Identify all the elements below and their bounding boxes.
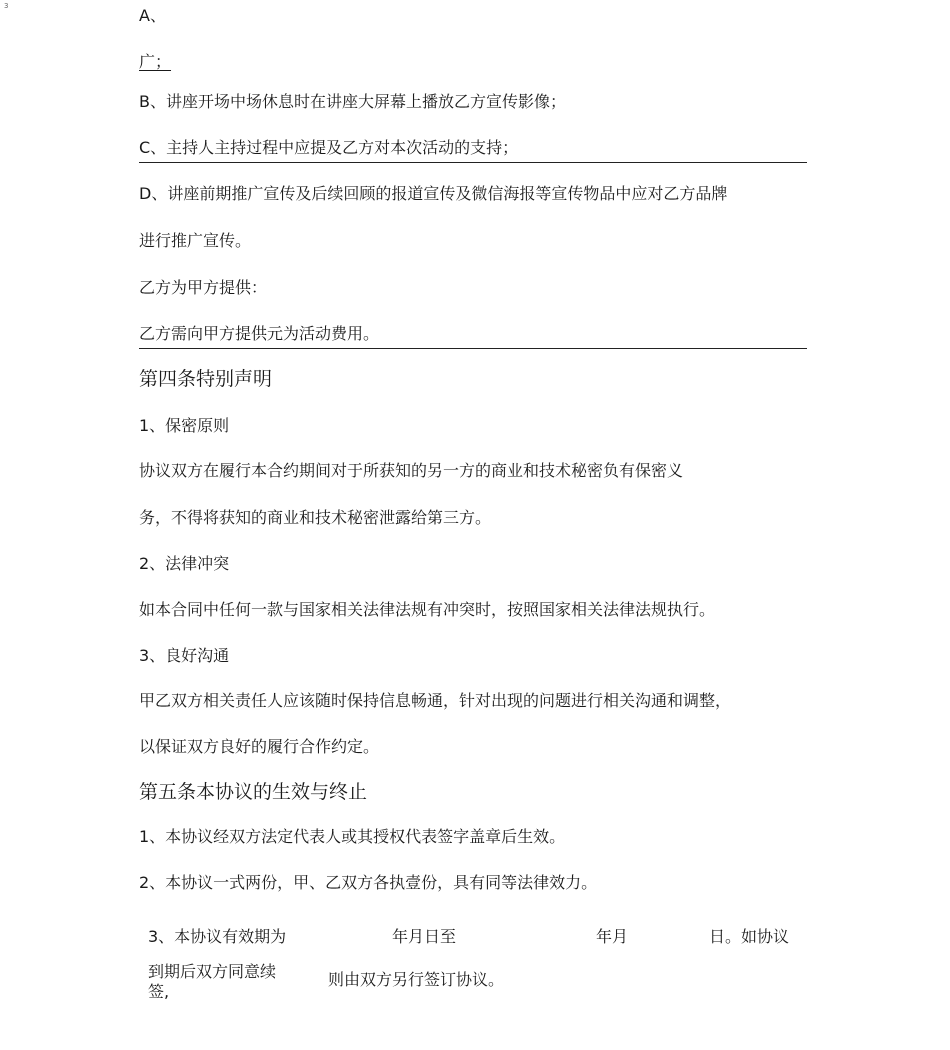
item-a-continuation: 广； <box>139 52 172 71</box>
clause-3-part-b: 年月日至 <box>392 927 457 946</box>
item-a: A、 <box>139 6 166 25</box>
underline-rule <box>139 162 807 163</box>
clause-3-part-d: 日。如协议 <box>709 927 790 946</box>
section-1-para-line1: 协议双方在履行本合约期间对于所获知的另一方的商业和技术秘密负有保密义 <box>139 461 684 480</box>
clause-3-part-e-line1: 到期后双方同意续 <box>148 962 277 981</box>
section-1-heading: 1、保密原则 <box>139 416 230 435</box>
section-2-para: 如本合同中任何一款与国家相关法律法规有冲突时，按照国家相关法律法规执行。 <box>139 600 716 619</box>
item-c: C、主持人主持过程中应提及乙方对本次活动的支持； <box>139 138 519 157</box>
clause-2: 2、本协议一式两份，甲、乙双方各执壹份，具有同等法律效力。 <box>139 873 598 892</box>
page-number: 3 <box>4 2 9 10</box>
section-3-heading: 3、良好沟通 <box>139 646 230 665</box>
section-1-para-line2: 务，不得将获知的商业和技术秘密泄露给第三方。 <box>139 508 492 527</box>
fee-line: 乙方需向甲方提供元为活动费用。 <box>139 324 380 343</box>
clause-3-part-a: 3、本协议有效期为 <box>148 927 287 946</box>
section-2-heading: 2、法律冲突 <box>139 554 230 573</box>
provide-heading: 乙方为甲方提供： <box>139 278 268 297</box>
section-3-para-line2: 以保证双方良好的履行合作约定。 <box>139 737 380 756</box>
clause-3-part-f: 则由双方另行签订协议。 <box>328 970 505 989</box>
underline-rule <box>139 348 807 349</box>
clause-1: 1、本协议经双方法定代表人或其授权代表签字盖章后生效。 <box>139 827 566 846</box>
section-3-para-line1: 甲乙双方相关责任人应该随时保持信息畅通，针对出现的问题进行相关沟通和调整， <box>139 691 732 710</box>
article-4-heading: 第四条特别声明 <box>139 368 273 390</box>
item-d-line2: 进行推广宣传。 <box>139 231 252 250</box>
article-5-heading: 第五条本协议的生效与终止 <box>139 781 368 803</box>
item-b: B、讲座开场中场休息时在讲座大屏幕上播放乙方宣传影像； <box>139 92 566 111</box>
clause-3-part-c: 年月 <box>596 927 629 946</box>
clause-3-part-e-line2: 签, <box>148 982 170 1001</box>
item-d-line1: D、讲座前期推广宣传及后续回顾的报道宣传及微信海报等宣传物品中应对乙方品牌 <box>139 184 728 203</box>
